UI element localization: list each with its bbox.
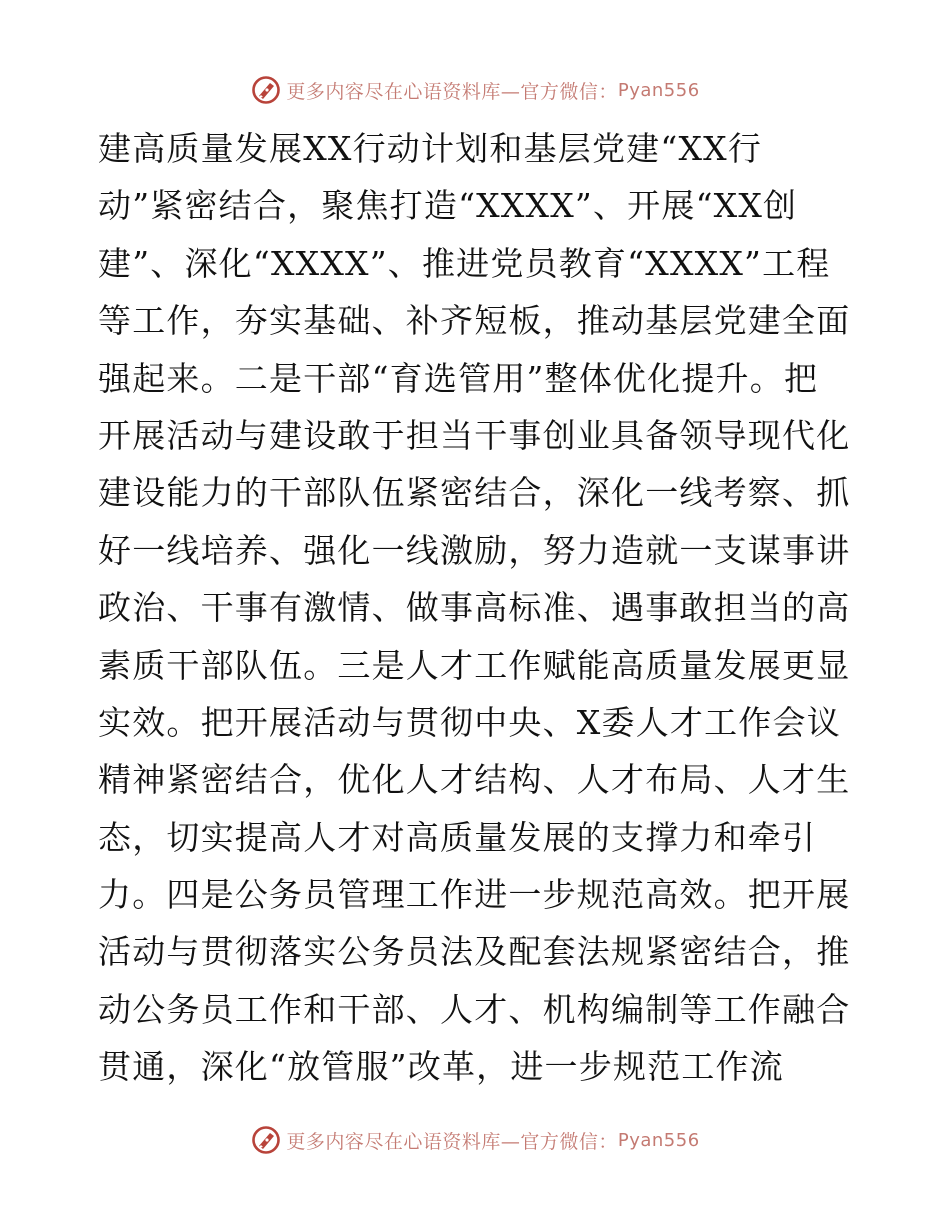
watermark-wechat-id: Pyan556 [617, 1129, 700, 1151]
body-line: 动”紧密结合，聚焦打造“XXXX”、开展“XX创 [98, 186, 798, 226]
body-line: 实效。把开展活动与贯彻中央、X委人才工作会议 [98, 702, 841, 742]
watermark-wechat-id: Pyan556 [617, 79, 700, 101]
footer-watermark [0, 1124, 950, 1156]
body-line: 好一线培养、强化一线激励，努力造就一支谋事讲 [98, 530, 851, 570]
body-line: 动公务员工作和干部、人才、机构编制等工作融合 [98, 989, 851, 1029]
body-line: 强起来。二是干部“育选管用”整体优化提升。把 [98, 358, 819, 398]
body-line: 等工作，夯实基础、补齐短板，推动基层党建全面 [98, 301, 851, 341]
body-line: 建高质量发展XX行动计划和基层党建“XX行 [98, 129, 763, 168]
body-line: 开展活动与建设敢于担当干事创业具备领导现代化 [98, 415, 851, 455]
pen-nib-circle-icon [250, 1124, 282, 1156]
body-line: 力。四是公务员管理工作进一步规范高效。把开展 [98, 875, 851, 915]
body-line: 建设能力的干部队伍紧密结合，深化一线考察、抓 [98, 473, 851, 513]
body-paragraph [98, 120, 858, 1096]
body-line: 态，切实提高人才对高质量发展的支撑力和牵引 [98, 817, 817, 857]
body-line: 建”、深化“XXXX”、推进党员教育“XXXX”工程 [98, 243, 831, 283]
body-line: 精神紧密结合，优化人才结构、人才布局、人才生 [98, 760, 851, 800]
watermark-cn-text: 更多内容尽在心语资料库—官方微信： [286, 1130, 618, 1153]
watermark-cn-text: 更多内容尽在心语资料库—官方微信： [286, 80, 618, 103]
pen-nib-circle-icon [250, 74, 282, 106]
body-line: 活动与贯彻落实公务员法及配套法规紧密结合，推 [98, 932, 851, 972]
header-watermark [0, 74, 950, 106]
body-line: 政治、干事有激情、做事高标准、遇事敢担当的高 [98, 588, 851, 628]
body-line: 贯通，深化“放管服”改革，进一步规范工作流 [98, 1047, 784, 1087]
body-line: 素质干部队伍。三是人才工作赋能高质量发展更显 [98, 645, 851, 685]
